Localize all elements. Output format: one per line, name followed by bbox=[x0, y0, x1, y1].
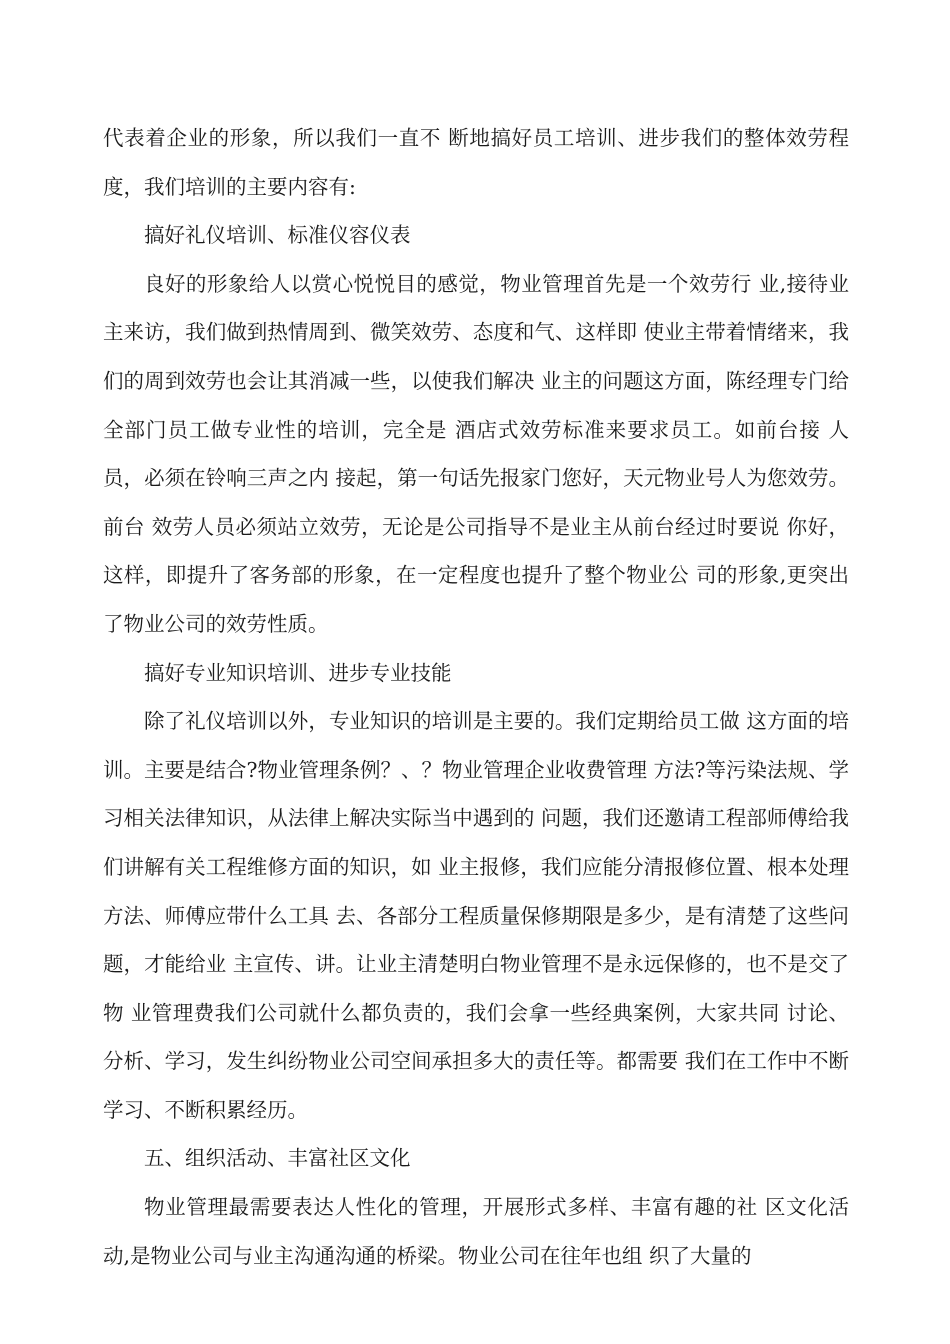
document-body bbox=[103, 114, 849, 1280]
paragraph-etiquette: 良好的形象给人以赏心悦悦目的感觉，物业管理首先是一个效劳行 业,接待业主来访，我们做到热情周到、微笑效劳、态度和气、这样即 使业主带着情绪来，我们的周到效劳也会让其消减一些，以使我们解决 业主的问题这方面，陈经理专门给全部门员工做专业性的培训，完全是 酒店式效劳标准来要求员工。如前台接 人员，必须在铃响三声之内 接起，第一句话先报家门您好，天元物业号人为您效劳。前台 效劳人员必须站立效劳，无论是公司指导不是业主从前台经过时要说 你好，这样，即提升了客务部的形象，在一定程度也提升了整个物业公 司的形象,更突出了物业公司的效劳性质。 bbox=[103, 271, 849, 636]
paragraph-activities: 物业管理最需要表达人性化的管理，开展形式多样、丰富有趣的社 区文化活动,是物业公司与业主沟通沟通的桥梁。物业公司在往年也组 织了大量的 bbox=[103, 1195, 849, 1268]
paragraph-professional: 除了礼仪培训以外，专业知识的培训是主要的。我们定期给员工做 这方面的培训。主要是结合?物业管理条例？、？物业管理企业收费管理 方法?等污染法规、学习相关法律知识，从法律上解决实际当中遇到的 问题，我们还邀请工程部师傅给我们讲解有关工程维修方面的知识，如 业主报修，我们应能分清报修位置、根本处理方法、师傅应带什么工具 去、各部分工程质量保修期限是多少，是有清楚了这些问题，才能给业 主宣传、讲。让业主清楚明白物业管理不是永远保修的，也不是交了物 业管理费我们公司就什么都负责的，我们会拿一些经典案例，大家共同 讨论、分析、学习，发生纠纷物业公司空间承担多大的责任等。都需要 我们在工作中不断学习、不断积累经历。 bbox=[103, 709, 849, 1122]
section-heading-etiquette: 搞好礼仪培训、标准仪容仪表 bbox=[144, 223, 411, 248]
section-heading-activities: 五、组织活动、丰富社区文化 bbox=[144, 1146, 411, 1171]
paragraph-intro: 代表着企业的形象，所以我们一直不 断地搞好员工培训、进步我们的整体效劳程度，我们培训的主要内容有: bbox=[103, 126, 849, 199]
section-heading-professional: 搞好专业知识培训、进步专业技能 bbox=[144, 660, 452, 685]
